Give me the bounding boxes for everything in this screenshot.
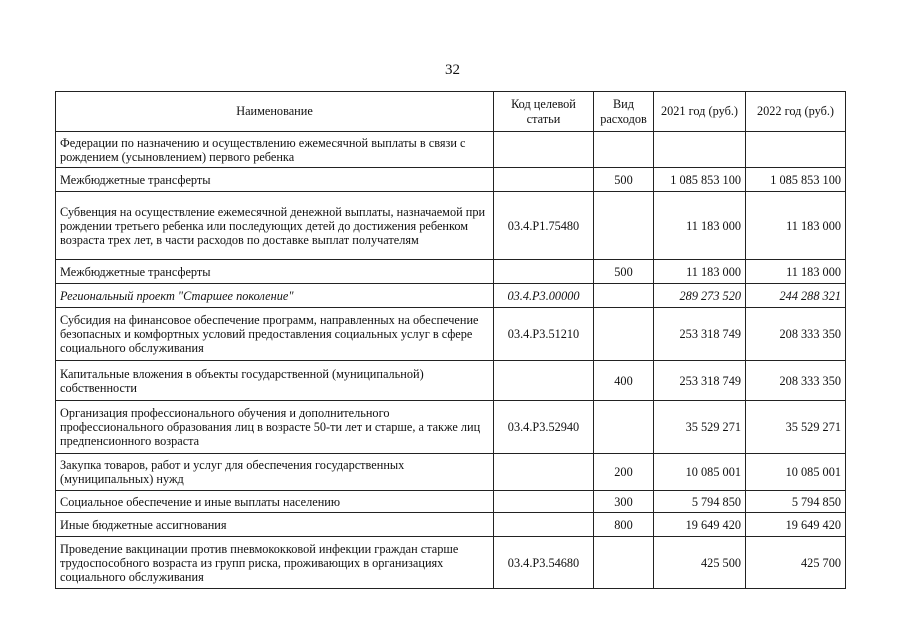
cell-name: Организация профессионального обучения и дополнительного профессионального образования лиц в возрасте 50-ти лет и старше, а также лиц предпенсионного возраста xyxy=(56,401,494,454)
cell-2022: 208 333 350 xyxy=(746,308,846,361)
header-2022: 2022 год (руб.) xyxy=(746,92,846,132)
cell-name: Региональный проект "Старшее поколение" xyxy=(56,284,494,308)
table-row xyxy=(56,192,846,260)
cell-type xyxy=(594,537,654,589)
table-row xyxy=(56,401,846,454)
cell-name: Федерации по назначению и осуществлению ежемесячной выплаты в связи с рождением (усыновлением) первого ребенка xyxy=(56,132,494,168)
table-row xyxy=(56,513,846,537)
cell-2021: 10 085 001 xyxy=(654,454,746,491)
header-name: Наименование xyxy=(56,92,494,132)
cell-type: 400 xyxy=(594,361,654,401)
cell-code xyxy=(494,260,594,284)
cell-name: Межбюджетные трансферты xyxy=(56,260,494,284)
table-header-row xyxy=(56,92,846,132)
cell-type xyxy=(594,401,654,454)
table-row xyxy=(56,454,846,491)
cell-code: 03.4.Р3.00000 xyxy=(494,284,594,308)
table-row xyxy=(56,260,846,284)
header-2021: 2021 год (руб.) xyxy=(654,92,746,132)
cell-2021: 5 794 850 xyxy=(654,491,746,513)
cell-name: Проведение вакцинации против пневмококковой инфекции граждан старше трудоспособного возраста из групп риска, проживающих в организациях социального обслуживания xyxy=(56,537,494,589)
cell-2021: 11 183 000 xyxy=(654,260,746,284)
cell-code: 03.4.Р3.54680 xyxy=(494,537,594,589)
cell-name: Иные бюджетные ассигнования xyxy=(56,513,494,537)
cell-code: 03.4.Р3.52940 xyxy=(494,401,594,454)
page-number: 32 xyxy=(445,62,460,78)
cell-code xyxy=(494,454,594,491)
cell-type: 800 xyxy=(594,513,654,537)
cell-2022: 208 333 350 xyxy=(746,361,846,401)
cell-code: 03.4.Р1.75480 xyxy=(494,192,594,260)
cell-type: 500 xyxy=(594,168,654,192)
cell-2021: 253 318 749 xyxy=(654,361,746,401)
cell-2021: 253 318 749 xyxy=(654,308,746,361)
cell-name: Субвенция на осуществление ежемесячной денежной выплаты, назначаемой при рождении третьего ребенка или последующих детей до достижения ребенком возраста трех лет, в части расходов по доставке выплат получателям xyxy=(56,192,494,260)
cell-2021: 35 529 271 xyxy=(654,401,746,454)
cell-2022: 1 085 853 100 xyxy=(746,168,846,192)
table-row xyxy=(56,537,846,589)
cell-type xyxy=(594,284,654,308)
cell-2021: 1 085 853 100 xyxy=(654,168,746,192)
cell-2021: 19 649 420 xyxy=(654,513,746,537)
cell-2022: 11 183 000 xyxy=(746,192,846,260)
cell-name: Субсидия на финансовое обеспечение программ, направленных на обеспечение безопасных и комфортных условий предоставления социальных услуг в сфере социального обслуживания xyxy=(56,308,494,361)
cell-2021: 11 183 000 xyxy=(654,192,746,260)
cell-code xyxy=(494,513,594,537)
cell-2022: 19 649 420 xyxy=(746,513,846,537)
table-row xyxy=(56,308,846,361)
cell-name: Межбюджетные трансферты xyxy=(56,168,494,192)
cell-2022: 244 288 321 xyxy=(746,284,846,308)
cell-type xyxy=(594,192,654,260)
cell-2022: 10 085 001 xyxy=(746,454,846,491)
cell-name: Закупка товаров, работ и услуг для обеспечения государственных (муниципальных) нужд xyxy=(56,454,494,491)
cell-name: Социальное обеспечение и иные выплаты населению xyxy=(56,491,494,513)
table-row xyxy=(56,361,846,401)
cell-name: Капитальные вложения в объекты государственной (муниципальной) собственности xyxy=(56,361,494,401)
cell-code: 03.4.Р3.51210 xyxy=(494,308,594,361)
table-row xyxy=(56,284,846,308)
cell-2022 xyxy=(746,132,846,168)
cell-type: 500 xyxy=(594,260,654,284)
table-row xyxy=(56,491,846,513)
cell-2021 xyxy=(654,132,746,168)
budget-table xyxy=(55,91,846,589)
header-type: Вид расходов xyxy=(594,92,654,132)
cell-2022: 425 700 xyxy=(746,537,846,589)
cell-2022: 11 183 000 xyxy=(746,260,846,284)
cell-code xyxy=(494,132,594,168)
cell-2022: 5 794 850 xyxy=(746,491,846,513)
cell-2021: 425 500 xyxy=(654,537,746,589)
table-row xyxy=(56,168,846,192)
cell-type: 200 xyxy=(594,454,654,491)
table-row xyxy=(56,132,846,168)
header-code: Код целевой статьи xyxy=(494,92,594,132)
cell-code xyxy=(494,361,594,401)
cell-code xyxy=(494,491,594,513)
cell-type xyxy=(594,132,654,168)
cell-2022: 35 529 271 xyxy=(746,401,846,454)
cell-code xyxy=(494,168,594,192)
cell-type: 300 xyxy=(594,491,654,513)
cell-type xyxy=(594,308,654,361)
cell-2021: 289 273 520 xyxy=(654,284,746,308)
